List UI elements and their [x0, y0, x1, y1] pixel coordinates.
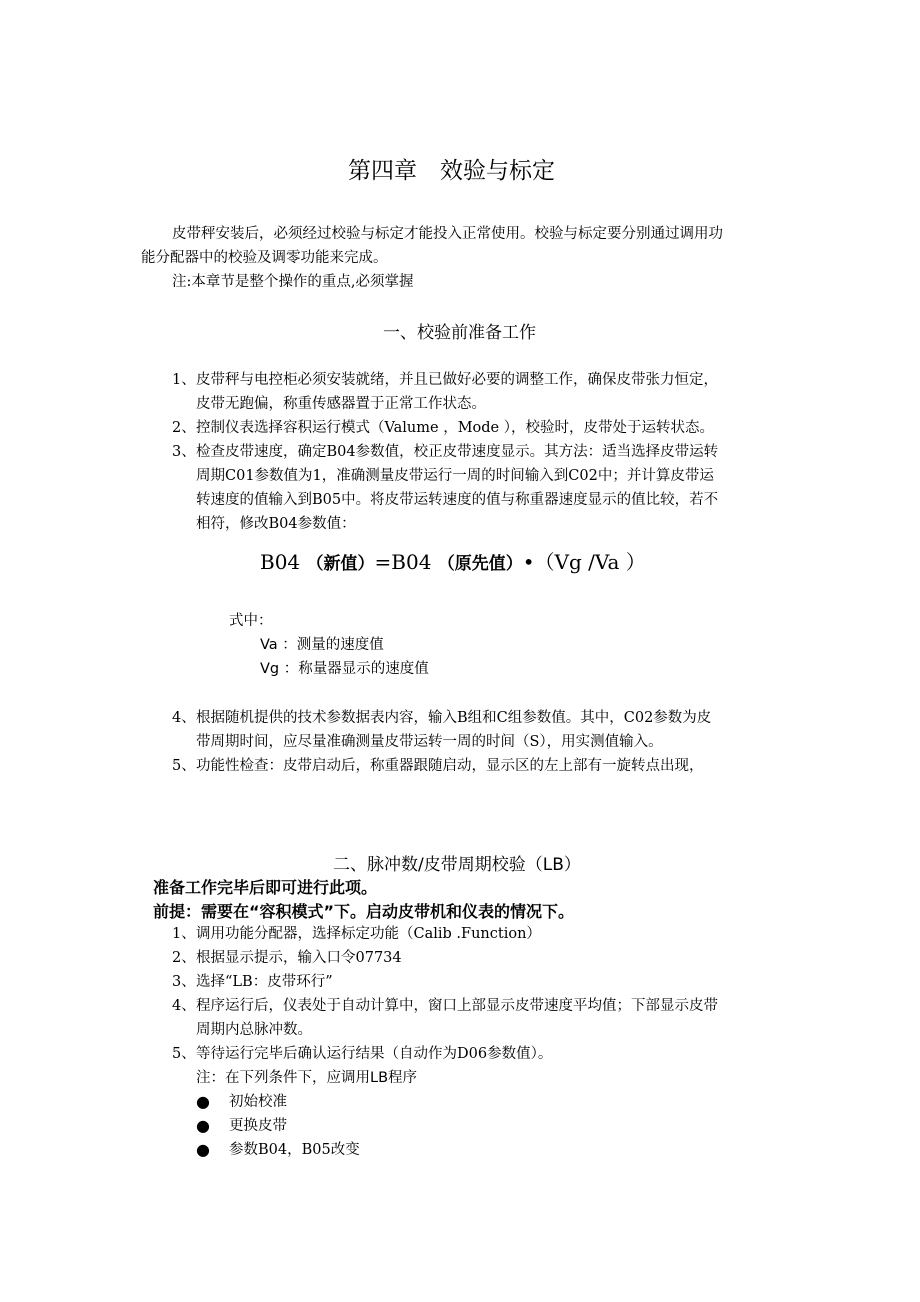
list-item-number: 4、	[172, 998, 196, 1014]
list-item-text: 等待运行完毕后确认运行结果（自动作为D06参数值）。	[196, 1046, 553, 1062]
intro-note: 注:本章节是整个操作的重点,必须掌握	[172, 274, 414, 290]
intro-line-1: 皮带秤安装后，必须经过校验与标定才能投入正常使用。校验与标定要分别通过调用功	[172, 226, 723, 242]
list-item-text: 控制仪表选择容积运行模式（Valume ，Mode ），校验时，皮带处于运转状态。	[196, 420, 714, 436]
list-item-number: 1、	[172, 926, 196, 942]
list-item-text: 功能性检查：皮带启动后，称重器跟随启动，显示区的左上部有一旋转点出现，	[196, 758, 704, 774]
definition-symbol: Va	[260, 637, 278, 653]
list-item-number: 4、	[172, 710, 196, 726]
definition-text: ：测量的速度值	[282, 637, 384, 653]
formula-tail: •（Vg /Va ）	[522, 550, 646, 574]
bullet-dot-icon: ●	[196, 1092, 210, 1111]
formula-old-value: （原先值）	[437, 554, 523, 574]
list-item-text: 选择“LB：皮带环行”	[196, 974, 333, 990]
list-item-text: 调用功能分配器，选择标定功能（Calib .Function）	[196, 926, 541, 942]
list-item-text: 带周期时间，应尽量准确测量皮带运转一周的时间（S），用实测值输入。	[196, 734, 663, 750]
list-item-number: 3、	[172, 444, 196, 460]
bullet-dot-icon: ●	[196, 1116, 210, 1135]
list-item-text: 程序运行后，仪表处于自动计算中，窗口上部显示皮带速度平均值；下部显示皮带	[196, 998, 718, 1014]
bullet-dot-icon: ●	[196, 1140, 210, 1159]
definition-symbol: Vg	[260, 661, 280, 677]
section2-heading: 二、脉冲数/皮带周期校验（LB）	[333, 855, 581, 875]
definition-va	[260, 633, 384, 657]
chapter-title: 第四章 效验与标定	[348, 158, 555, 184]
formula-new-value: （新值）	[306, 554, 375, 574]
definition-text: ：称量器显示的速度值	[283, 661, 429, 677]
bullet-item: 更换皮带	[229, 1118, 287, 1134]
list-item-number: 5、	[172, 758, 196, 774]
formula-lhs: B04	[260, 550, 301, 574]
list-item-text: 转速度的值输入到B05中。将皮带运转速度的值与称重器速度显示的值比较，若不	[196, 492, 719, 508]
list-item-text: 相符，修改B04参数值：	[196, 516, 356, 532]
section2-bold-line-2: 前提：需要在“容积模式”下。启动皮带机和仪表的情况下。	[153, 902, 575, 921]
list-item-text: 根据显示提示，输入口令07734	[196, 950, 402, 966]
definition-vg	[260, 657, 429, 681]
section1-heading: 一、校验前准备工作	[383, 323, 536, 343]
intro-line-2: 能分配器中的校验及调零功能来完成。	[141, 250, 388, 266]
formula-eq: =B04	[374, 550, 432, 574]
list-item-number: 3、	[172, 974, 196, 990]
where-label: 式中：	[229, 613, 273, 629]
list-item-number: 5、	[172, 1046, 196, 1062]
list-item-text: 皮带秤与电控柜必须安装就绪，并且已做好必要的调整工作，确保皮带张力恒定，	[196, 372, 718, 388]
section2-note: 注：在下列条件下，应调用LB程序	[196, 1070, 418, 1086]
list-item-number: 2、	[172, 420, 196, 436]
list-item-text: 周期内总脉冲数。	[196, 1022, 312, 1038]
list-item-text: 皮带无跑偏，称重传感器置于正常工作状态。	[196, 396, 486, 412]
list-item-number: 1、	[172, 372, 196, 388]
list-item-text: 根据随机提供的技术参数据表内容，输入B组和C组参数值。其中，C02参数为皮	[196, 710, 712, 726]
list-item-text: 检查皮带速度，确定B04参数值，校正皮带速度显示。其方法：适当选择皮带运转	[196, 444, 719, 460]
bullet-item: 初始校准	[229, 1094, 287, 1110]
list-item-text: 周期C01参数值为1，准确测量皮带运行一周的时间输入到C02中；并计算皮带运	[196, 468, 714, 484]
section2-bold-line-1: 准备工作完毕后即可进行此项。	[153, 878, 378, 897]
list-item-number: 2、	[172, 950, 196, 966]
formula	[260, 546, 646, 575]
bullet-item: 参数B04，B05改变	[229, 1142, 360, 1158]
